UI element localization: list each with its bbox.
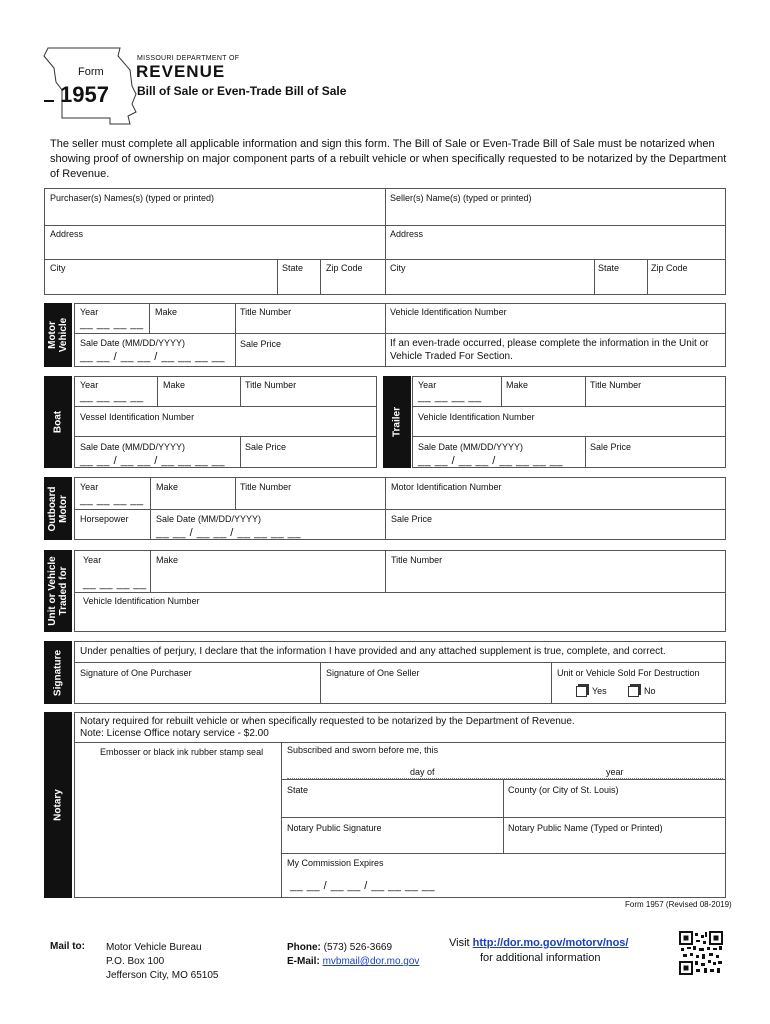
notary-signature-field[interactable]: Notary Public Signature xyxy=(287,823,382,833)
notary-requirement: Notary required for rebuilt vehicle or when specifically requested to be notarized by the Department of Revenue. xyxy=(80,716,575,727)
email-link[interactable]: mvbmail@dor.mo.gov xyxy=(322,956,420,967)
purchaser-address-field[interactable]: Address xyxy=(50,229,84,239)
destruction-no-checkbox[interactable] xyxy=(628,686,639,697)
mv-sale-price-field[interactable]: Sale Price xyxy=(240,339,282,349)
purchaser-names-field[interactable]: Purchaser(s) Names(s) (typed or printed) xyxy=(50,193,215,203)
form-number: 1957 xyxy=(60,82,109,107)
mv-sale-date-field[interactable]: Sale Date (MM/DD/YYYY) xyxy=(80,338,186,348)
trailer-sale-date-field[interactable]: Sale Date (MM/DD/YYYY) xyxy=(418,442,524,452)
tf-title-number-field[interactable]: Title Number xyxy=(391,555,443,565)
commission-date-blank: __ __ / __ __ / __ __ __ __ xyxy=(290,880,436,892)
boat-hin-field[interactable]: Vessel Identification Number xyxy=(80,412,195,422)
dept-logo-revenue: REVENUE xyxy=(136,62,226,81)
boat-sale-date-field[interactable]: Sale Date (MM/DD/YYYY) xyxy=(80,442,186,452)
website-link[interactable]: http://dor.mo.gov/motorv/nos/ xyxy=(472,937,629,949)
trailer-band: Trailer xyxy=(383,376,411,468)
year-label: year xyxy=(606,767,624,777)
ob-year-field[interactable]: Year xyxy=(80,482,99,492)
seller-address-field[interactable]: Address xyxy=(390,229,424,239)
trailer-year-field[interactable]: Year xyxy=(418,380,437,390)
boat-sale-date-blank: __ __ / __ __ / __ __ __ __ xyxy=(80,455,226,467)
tf-vin-field[interactable]: Vehicle Identification Number xyxy=(83,596,200,606)
mv-vin-field[interactable]: Vehicle Identification Number xyxy=(390,307,507,317)
email-row xyxy=(287,955,419,969)
mail-to-label: Mail to: xyxy=(50,941,85,952)
seller-zip-field[interactable]: Zip Code xyxy=(651,263,688,273)
day-of-label: day of xyxy=(410,767,435,777)
purchaser-zip-field[interactable]: Zip Code xyxy=(326,263,363,273)
outboard-motor-band: Outboard Motor xyxy=(44,477,72,540)
mv-year-field[interactable]: Year xyxy=(80,307,99,317)
subscribed-date-line[interactable] xyxy=(287,778,723,779)
notary-stamp-area: Embosser or black ink rubber stamp seal xyxy=(100,747,264,757)
mv-title-number-field[interactable]: Title Number xyxy=(240,307,292,317)
trailer-make-field[interactable]: Make xyxy=(506,380,529,390)
tf-make-field[interactable]: Make xyxy=(156,555,179,565)
trailer-sale-date-blank: __ __ / __ __ / __ __ __ __ xyxy=(418,455,564,467)
intro-text: The seller must complete all applicable information and sign this form. The Bill of Sale or Even-Trade Bill of Sale must be notarized when showing proof of ownership on major component parts of a rebuilt vehicle or when specifically requested to be notarized by the Department of Revenue. xyxy=(50,138,727,180)
ob-year-blank: __ __ __ __ xyxy=(80,494,144,506)
visit-suffix: for additional information xyxy=(480,952,601,964)
commission-expires-field[interactable]: My Commission Expires xyxy=(287,858,384,868)
boat-year-blank: __ __ __ __ xyxy=(80,391,144,403)
visit-label: Visit xyxy=(449,937,470,949)
phone-row xyxy=(287,941,392,955)
purchaser-signature-field[interactable]: Signature of One Purchaser xyxy=(80,668,192,678)
motor-vehicle-band: Motor Vehicle xyxy=(44,303,72,367)
ob-horsepower-field[interactable]: Horsepower xyxy=(80,514,129,524)
revision-note: Form 1957 (Revised 08-2019) xyxy=(625,900,732,909)
form-word: Form xyxy=(78,66,104,78)
subscribed-label: Subscribed and sworn before me, this xyxy=(287,745,439,755)
phone-number: (573) 526-3669 xyxy=(323,942,393,953)
mail-address-line-1: Motor Vehicle Bureau xyxy=(106,942,202,953)
notary-fee-note: Note: License Office notary service - $2.00 xyxy=(80,728,269,739)
mail-address-line-3: Jefferson City, MO 65105 xyxy=(106,970,219,981)
seller-names-field[interactable]: Seller(s) Name(s) (typed or printed) xyxy=(390,193,532,203)
mv-year-blank: __ __ __ __ xyxy=(80,318,144,330)
traded-for-band: Unit or Vehicle Traded for xyxy=(44,550,72,632)
ob-motor-id-field[interactable]: Motor Identification Number xyxy=(391,482,502,492)
notary-name-field[interactable]: Notary Public Name (Typed or Printed) xyxy=(508,823,663,833)
email-label: E-Mail: xyxy=(287,956,320,967)
boat-band: Boat xyxy=(44,376,72,468)
mv-sale-date-blank: __ __ / __ __ / __ __ __ __ xyxy=(80,351,226,363)
boat-year-field[interactable]: Year xyxy=(80,380,99,390)
seller-city-field[interactable]: City xyxy=(390,263,406,273)
ob-title-number-field[interactable]: Title Number xyxy=(240,482,292,492)
trailer-vin-field[interactable]: Vehicle Identification Number xyxy=(418,412,535,422)
visit-row xyxy=(449,936,628,950)
dept-small: MISSOURI DEPARTMENT OF xyxy=(137,55,240,62)
form-title: Bill of Sale or Even-Trade Bill of Sale xyxy=(137,84,347,98)
purchaser-city-field[interactable]: City xyxy=(50,263,66,273)
trailer-title-number-field[interactable]: Title Number xyxy=(590,380,642,390)
boat-title-number-field[interactable]: Title Number xyxy=(245,380,297,390)
trailer-year-blank: __ __ __ __ xyxy=(418,391,482,403)
seller-state-field[interactable]: State xyxy=(598,263,620,273)
phone-label: Phone: xyxy=(287,942,321,953)
even-trade-note: If an even-trade occurred, please complete the information in the Unit or Vehicle Traded For Section. xyxy=(390,338,709,362)
destruction-no-label: No xyxy=(644,686,656,696)
signature-band: Signature xyxy=(44,641,72,704)
perjury-declaration: Under penalties of perjury, I declare that the information I have provided and any attached supplement is true, complete, and correct. xyxy=(80,646,666,657)
tf-year-blank: __ __ __ __ xyxy=(83,578,147,590)
notary-state-field[interactable]: State xyxy=(287,785,309,795)
notary-county-field[interactable]: County (or City of St. Louis) xyxy=(508,785,619,795)
purchaser-state-field[interactable]: State xyxy=(282,263,304,273)
form-number-dash xyxy=(44,100,54,102)
ob-sale-date-field[interactable]: Sale Date (MM/DD/YYYY) xyxy=(156,514,262,524)
notary-band: Notary xyxy=(44,712,72,898)
mail-address-line-2: P.O. Box 100 xyxy=(106,956,165,967)
trailer-sale-price-field[interactable]: Sale Price xyxy=(590,442,632,452)
qr-code-icon[interactable] xyxy=(679,931,723,975)
destruction-yes-label: Yes xyxy=(592,686,607,696)
destruction-yes-checkbox[interactable] xyxy=(576,686,587,697)
mv-make-field[interactable]: Make xyxy=(155,307,178,317)
ob-make-field[interactable]: Make xyxy=(156,482,179,492)
seller-signature-field[interactable]: Signature of One Seller xyxy=(326,668,420,678)
tf-year-field[interactable]: Year xyxy=(83,555,102,565)
destruction-label: Unit or Vehicle Sold For Destruction xyxy=(557,668,700,678)
ob-sale-date-blank: __ __ / __ __ / __ __ __ __ xyxy=(156,527,302,539)
boat-sale-price-field[interactable]: Sale Price xyxy=(245,442,287,452)
ob-sale-price-field[interactable]: Sale Price xyxy=(391,514,433,524)
boat-make-field[interactable]: Make xyxy=(163,380,186,390)
